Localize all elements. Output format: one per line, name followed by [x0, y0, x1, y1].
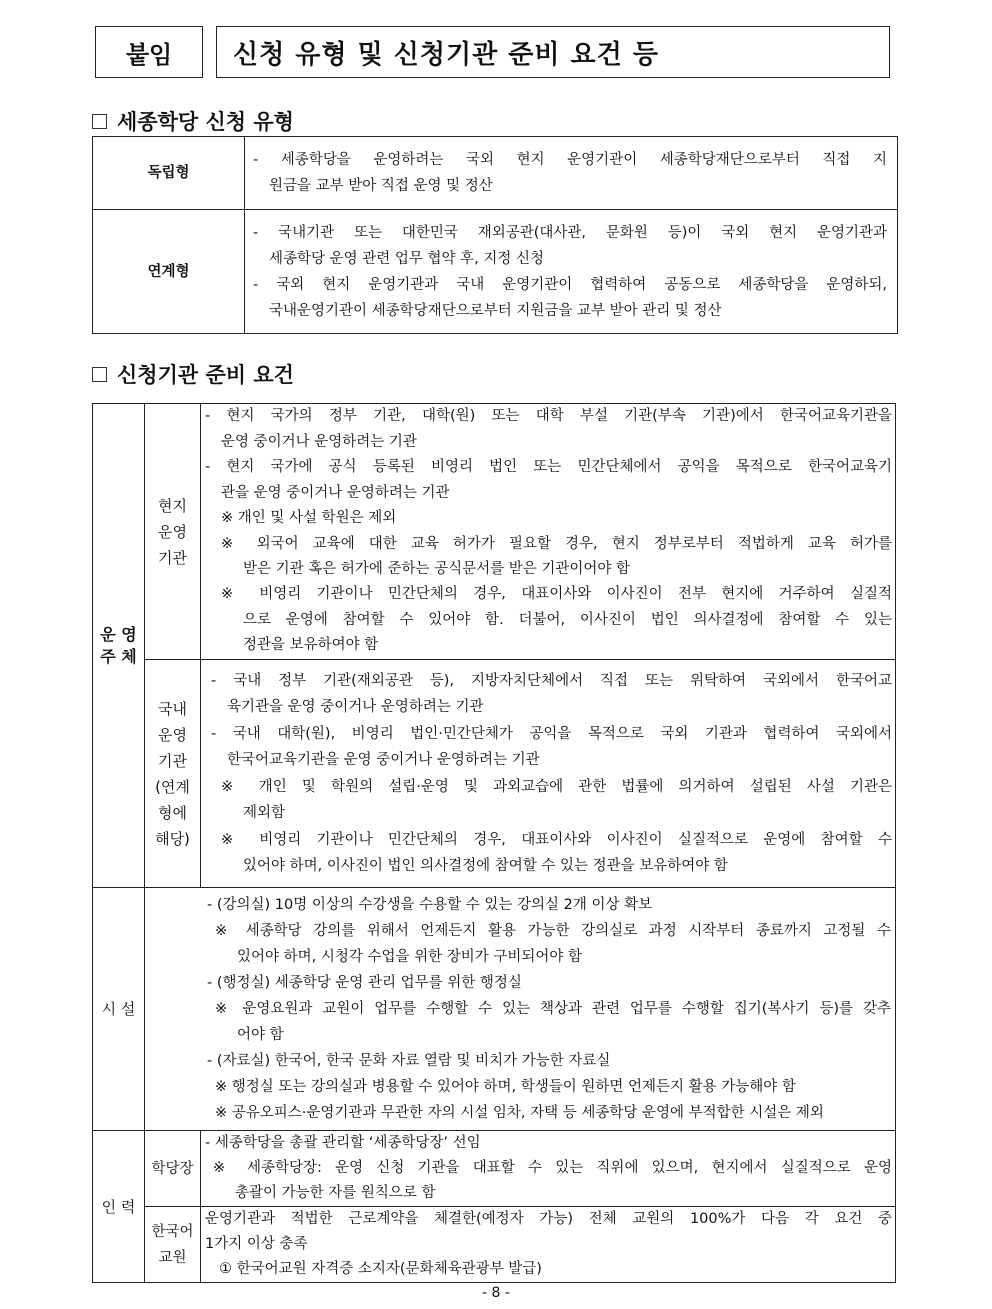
text-line: 으로 운영에 참여할 수 있어야 함. 더불어, 이사진이 법인 의사결정에 참여할 수 있는	[243, 611, 892, 628]
text-line: 육기관을 운영 중이거나 운영하려는 기관	[227, 699, 484, 715]
text-line: 세종학당 운영 관련 업무 협약 후, 지정 신청	[269, 250, 544, 267]
table-row	[93, 1207, 896, 1283]
page-title	[216, 26, 890, 78]
text-line: 있어야 하며, 이사진이 법인 의사결정에 참여할 수 있는 정관을 보유하여야 함	[243, 858, 728, 874]
type-description	[245, 210, 898, 334]
section1-heading	[92, 106, 294, 136]
type-label: 독립형	[93, 137, 245, 210]
staff-label: 인 력	[93, 1131, 145, 1283]
text-line: ※ 세종학당장: 운영 신청 기관을 대표할 수 있는 직위에 있으며, 현지에서 실질적으로 운영	[213, 1160, 892, 1176]
page-title-text: 신청 유형 및 신청기관 준비 요건 등	[233, 39, 659, 70]
table-row	[93, 1131, 896, 1207]
label-line: 기관	[158, 751, 187, 770]
text-line: ※ 비영리 기관이나 민간단체의 경우, 대표이사와 이사진이 실질적으로 운영에 참여할 수	[221, 831, 892, 848]
label-line: 현지	[158, 496, 187, 515]
text-line: - (행정실) 세종학당 운영 관리 업무를 위한 행정실	[207, 975, 522, 991]
section2-heading-text: 신청기관 준비 요건	[117, 363, 294, 387]
requirements-table	[92, 403, 896, 1283]
local-operator-label	[145, 404, 201, 660]
text-line: 총괄이 가능한 자를 원칙으로 함	[235, 1185, 436, 1201]
facility-label: 시 설	[93, 888, 145, 1131]
operator-label	[93, 404, 145, 888]
text-line: 관을 운영 중이거나 운영하려는 기관	[221, 484, 450, 501]
text-line: - (자료실) 한국어, 한국 문화 자료 열람 및 비치가 가능한 자료실	[207, 1053, 611, 1069]
domestic-operator-content	[201, 660, 896, 888]
table-row	[93, 137, 898, 210]
operator-label-bottom: 주 체	[100, 646, 137, 666]
text-line: - 국내 대학(원), 비영리 법인·민간단체가 공익을 목적으로 국외 기관과 협력하여 국외에서	[211, 725, 892, 742]
local-operator-content	[201, 404, 896, 660]
table-row	[93, 888, 896, 1131]
text-line: 받은 기관 혹은 허가에 준하는 공식문서를 받은 기관이어야 함	[243, 560, 631, 577]
text-line: 어야 함	[237, 1027, 284, 1043]
text-line: - 국외 현지 운영기관과 국내 운영기관이 협력하여 공동으로 세종학당을 운영하되,	[253, 276, 887, 293]
text-line: ※ 개인 및 학원의 설립·운영 및 과외교습에 관한 법률에 의거하여 설립된 사설 기관은	[221, 778, 892, 795]
label-line: 국내	[158, 699, 187, 718]
text-line: ※ 운영요원과 교원이 업무를 수행할 수 있는 책상과 관련 업무를 수행할 집기(복사기 등)를 갖추	[215, 1001, 891, 1017]
text-line: ※ 개인 및 사설 학원은 제외	[221, 510, 397, 527]
text-line: 한국어교육기관을 운영 중이거나 운영하려는 기관	[227, 752, 540, 768]
text-line: 정관을 보유하여야 함	[243, 637, 379, 654]
text-line: 원금을 교부 받아 직접 운영 및 정산	[269, 178, 493, 194]
application-type-table	[92, 136, 898, 334]
type-label: 연계형	[93, 210, 245, 334]
teacher-content	[201, 1207, 896, 1283]
domestic-operator-label	[145, 660, 201, 888]
text-line: - 현지 국가에 공식 등록된 비영리 법인 또는 민간단체에서 공익을 목적으로 한국어교육기	[205, 459, 892, 476]
text-line: - (강의실) 10명 이상의 수강생을 수용할 수 있는 강의실 2개 이상 확보	[207, 897, 653, 913]
text-line: ※ 공유오피스·운영기관과 무관한 자의 시설 임차, 자택 등 세종학당 운영에 부적합한 시설은 제외	[215, 1105, 824, 1121]
text-line: ※ 비영리 기관이나 민간단체의 경우, 대표이사와 이사진이 전부 현지에 거주하여 실질적	[221, 586, 892, 603]
text-line: 운영기관과 적법한 근로계약을 체결한(예정자 가능) 전체 교원의 100%가 다음 각 요건 중	[205, 1211, 892, 1227]
facility-content	[145, 888, 896, 1131]
text-line: ※ 외국어 교육에 대한 교육 허가가 필요할 경우, 현지 정부로부터 적법하게 교육 허가를	[221, 535, 892, 552]
text-line: - 세종학당을 총괄 관리할 ‘세종학당장’ 선임	[205, 1135, 481, 1151]
text-line: ① 한국어교원 자격증 소지자(문화체육관광부 발급)	[219, 1261, 542, 1277]
page-number: - 8 -	[482, 1285, 510, 1301]
table-row	[93, 404, 896, 660]
text-line: 1가지 이상 충족	[205, 1236, 308, 1252]
text-line: 운영 중이거나 운영하려는 기관	[221, 433, 417, 450]
label-line: 형에	[158, 803, 187, 822]
text-line: 있어야 하며, 시청각 수업을 위한 장비가 구비되어야 함	[237, 949, 583, 965]
label-line: 한국어	[151, 1223, 194, 1240]
section1-heading-text: 세종학당 신청 유형	[117, 110, 294, 134]
label-line: 운영	[158, 522, 187, 541]
checkbox-icon	[92, 367, 107, 382]
text-line: - 현지 국가의 정부 기관, 대학(원) 또는 대학 부설 기관(부속 기관)에서 한국어교육기관을	[205, 408, 892, 425]
text-line: - 국내기관 또는 대한민국 재외공관(대사관, 문화원 등)이 국외 현지 운영기관과	[253, 224, 887, 241]
text-line: 국내운영기관이 세종학당재단으로부터 지원금을 교부 받아 관리 및 정산	[269, 302, 722, 319]
operator-label-top: 운 영	[100, 624, 137, 644]
table-row	[93, 660, 896, 888]
director-label: 학당장	[145, 1131, 201, 1207]
director-content	[201, 1131, 896, 1207]
label-line: 운영	[158, 725, 187, 744]
text-line: - 세종학당을 운영하려는 국외 현지 운영기관이 세종학당재단으로부터 직접 지	[253, 152, 887, 168]
label-line: (연계	[155, 777, 190, 796]
attachment-tag	[95, 26, 203, 78]
label-line: 기관	[158, 548, 187, 567]
table-row	[93, 210, 898, 334]
label-line: 교원	[158, 1249, 187, 1266]
label-line: 해당)	[155, 829, 190, 848]
text-line: ※ 행정실 또는 강의실과 병용할 수 있어야 하며, 학생들이 원하면 언제든지 활용 가능해야 함	[215, 1079, 796, 1095]
attachment-tag-label: 붙임	[125, 40, 173, 69]
text-line: ※ 세종학당 강의를 위해서 언제든지 활용 가능한 강의실로 과정 시작부터 종료까지 고정될 수	[215, 923, 891, 939]
teacher-label	[145, 1207, 201, 1283]
type-description	[245, 137, 898, 210]
text-line: 제외함	[243, 805, 286, 821]
text-line: - 국내 정부 기관(재외공관 등), 지방자치단체에서 직접 또는 위탁하여 국외에서 한국어교	[211, 672, 892, 689]
checkbox-icon	[92, 114, 107, 129]
section2-heading	[92, 359, 294, 389]
